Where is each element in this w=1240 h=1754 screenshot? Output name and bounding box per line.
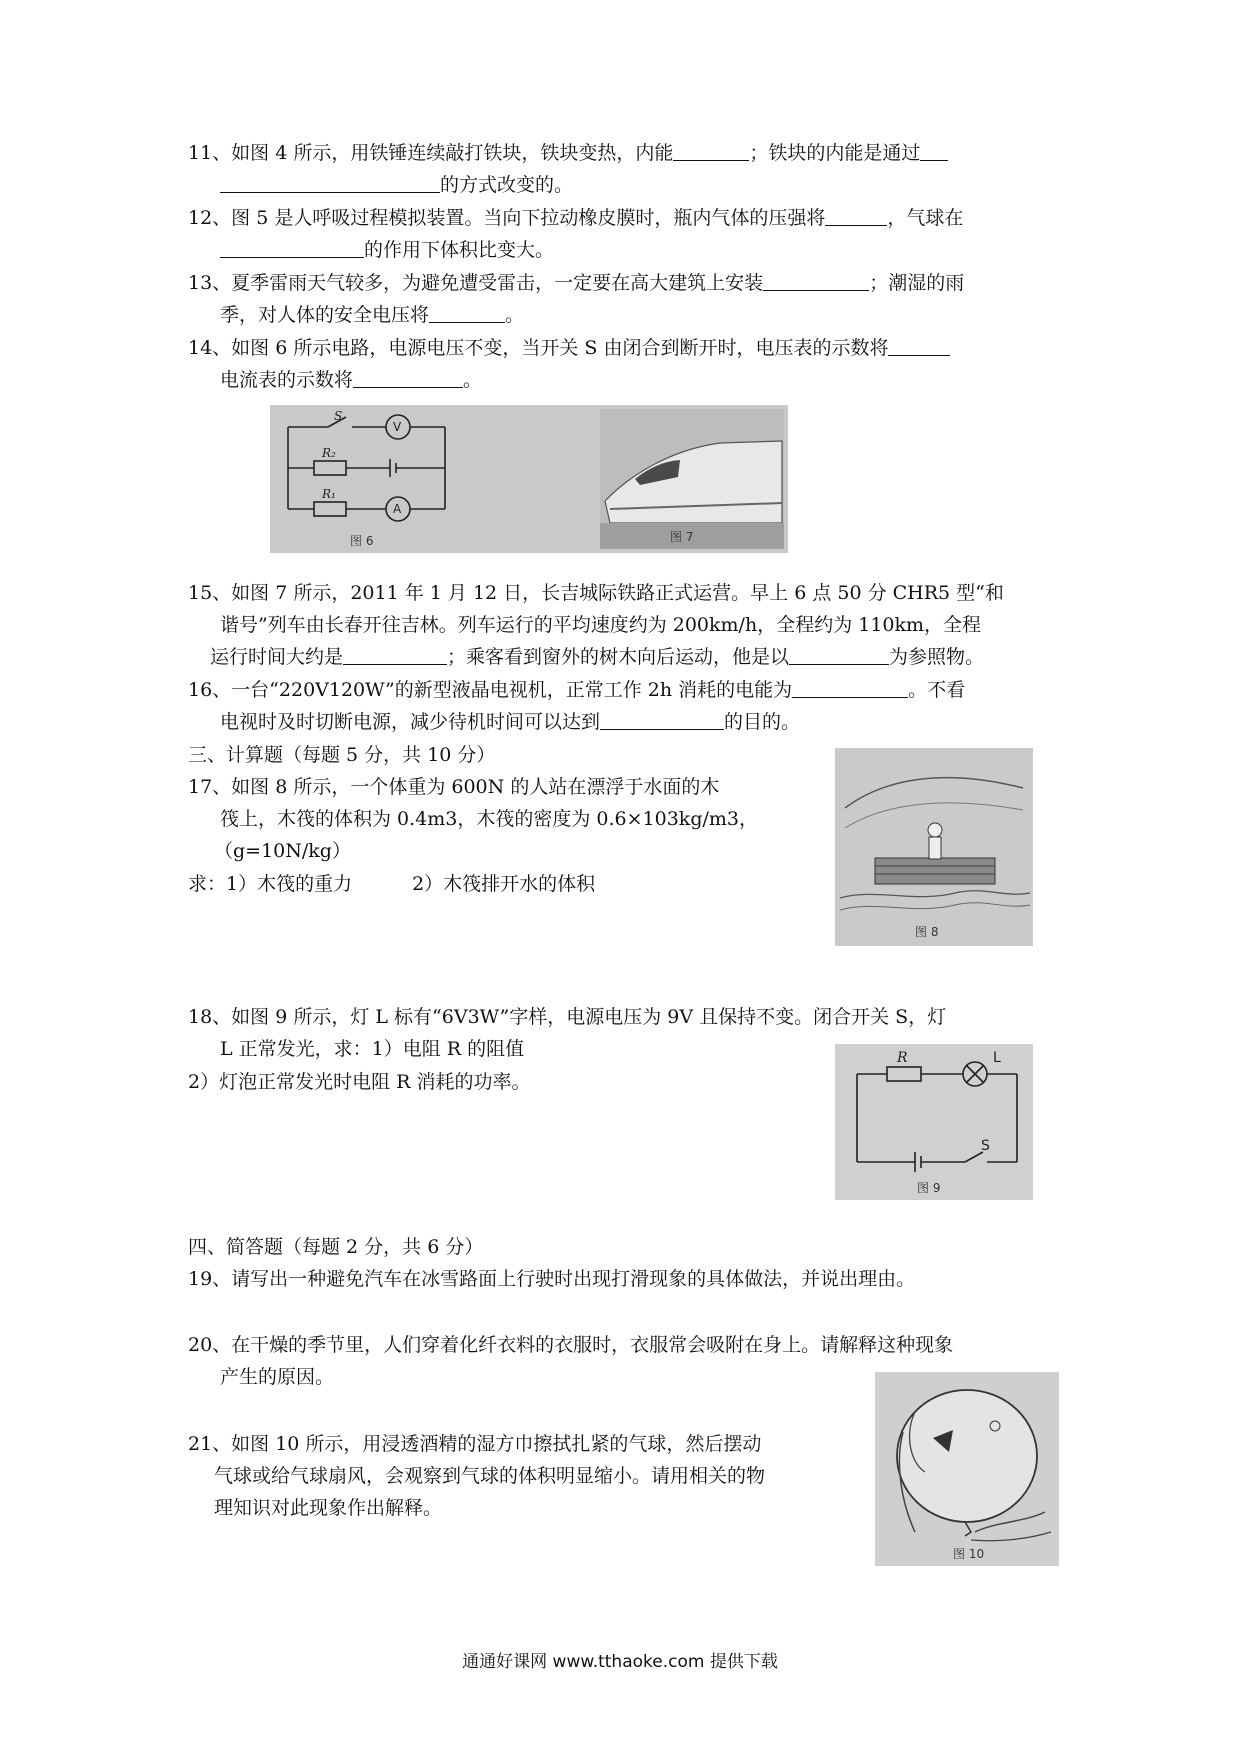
q12-text-c: 的作用下体积比变大。	[364, 239, 555, 261]
switch-s-label: S	[981, 1138, 990, 1154]
q13-line2	[220, 302, 524, 328]
q17-text-3: （g=10N/kg）	[214, 840, 351, 862]
figure-10	[875, 1372, 1059, 1566]
resistor-r-label: R	[897, 1050, 908, 1066]
figure-8-caption: 图 8	[915, 925, 939, 939]
q11-blank-2b[interactable]	[220, 174, 440, 193]
q16-text-1a: 16、一台“220V120W”的新型液晶电视机，正常工作 2h 消耗的电能为	[188, 679, 793, 701]
q14-text-a: 14、如图 6 所示电路，电源电压不变，当开关 S 由闭合到断开时，电压表的示数将	[188, 337, 889, 359]
q21-line2	[214, 1463, 765, 1489]
q17-line1	[188, 774, 719, 800]
q13-text-a: 13、夏季雷雨天气较多，为避免遭受雷击，一定要在高大建筑上安装	[188, 272, 764, 294]
q11-text-c: 的方式改变的。	[440, 174, 574, 196]
voltmeter-label: V	[393, 420, 402, 434]
q15-line1	[188, 580, 1004, 606]
resistor-r1-label: R₁	[322, 487, 336, 501]
q11-blank-1[interactable]	[673, 142, 749, 161]
balloon-illustration	[875, 1372, 1059, 1566]
q15-text-2: 谐号”列车由长春开往吉林。列车运行的平均速度约为 200km/h，全程约为 110km，全程	[220, 614, 982, 636]
raft-illustration	[835, 748, 1033, 946]
q11-text-b: ；铁块的内能是通过	[749, 142, 921, 164]
q17-line2	[220, 806, 758, 832]
q21-text-2: 气球或给气球扇风，会观察到气球的体积明显缩小。请用相关的物	[214, 1465, 766, 1487]
q18-line2	[220, 1036, 524, 1062]
q15-text-1: 15、如图 7 所示，2011 年 1 月 12 日，长吉城际铁路正式运营。早上 6 点 50 分 CHR5 型“和	[188, 582, 1004, 604]
resistor-r2-label: R₂	[322, 446, 336, 460]
q12-text-a: 12、图 5 是人呼吸过程模拟装置。当向下拉动橡皮膜时，瓶内气体的压强将	[188, 207, 826, 229]
q13-blank-1[interactable]	[763, 272, 869, 291]
q17-text-1: 17、如图 8 所示，一个体重为 600N 的人站在漂浮于水面的木	[188, 776, 720, 798]
q21-line3	[214, 1495, 442, 1521]
circuit-diagram-fig9	[835, 1044, 1033, 1200]
q12-line2	[220, 237, 554, 263]
q18-text-2: L 正常发光，求：1）电阻 R 的阻值	[220, 1038, 525, 1060]
q17-line4	[188, 871, 595, 897]
q13-blank-2[interactable]	[429, 304, 505, 323]
q17-line3	[214, 838, 351, 864]
q12-blank-1[interactable]	[825, 207, 887, 226]
q13-text-c: 季，对人体的安全电压将	[220, 304, 430, 326]
q15-text-3c: 为参照物。	[889, 646, 985, 668]
q14-line1	[188, 335, 950, 361]
q12-text-b: ，气球在	[887, 207, 964, 229]
q13-text-b: ；潮湿的雨	[869, 272, 965, 294]
q15-text-3a: 运行时间大约是	[210, 646, 344, 668]
q15-blank-2[interactable]	[789, 646, 889, 665]
figure-6-caption: 图 6	[350, 534, 374, 548]
q15-line3	[210, 644, 984, 670]
q15-blank-1[interactable]	[343, 646, 447, 665]
page-footer: 通通好课网 www.tthaoke.com 提供下载	[462, 1652, 778, 1672]
q17-text-4a: 求：1）木筏的重力	[188, 873, 353, 895]
q14-text-c: 。	[463, 369, 483, 391]
lamp-l-label: L	[993, 1050, 1001, 1066]
switch-s-label: S	[334, 409, 343, 423]
q20-text-2: 产生的原因。	[220, 1366, 335, 1388]
figure-6-7	[270, 405, 788, 553]
q12-line1	[188, 205, 963, 231]
q14-text-b: 电流表的示数将	[220, 369, 354, 391]
q16-blank-1[interactable]	[792, 679, 908, 698]
q18-line3	[188, 1069, 530, 1095]
q17-text-2: 筏上，木筏的体积为 0.4m3，木筏的密度为 0.6×103kg/m3，	[220, 808, 758, 830]
q16-line1	[188, 677, 965, 703]
q19-line1: 19、请写出一种避免汽车在冰雪路面上行驶时出现打滑现象的具体做法，并说出理由。	[188, 1268, 916, 1290]
q16-text-1b: 。不看	[908, 679, 966, 701]
q21-line1	[188, 1431, 761, 1457]
q21-text-1: 21、如图 10 所示，用浸透酒精的湿方巾擦拭扎紧的气球，然后摆动	[188, 1433, 762, 1455]
q13-line1	[188, 270, 964, 296]
figure-8	[835, 748, 1033, 946]
section-3-heading: 三、计算题（每题 5 分，共 10 分）	[188, 744, 496, 766]
circuit-diagram-fig6	[270, 405, 788, 553]
q18-line1	[188, 1004, 946, 1030]
ammeter-label: A	[393, 502, 402, 516]
q16-text-2a: 电视时及时切断电源，减少待机时间可以达到	[220, 711, 601, 733]
q15-text-3b: ；乘客看到窗外的树木向后运动，他是以	[447, 646, 790, 668]
q14-line2	[220, 367, 482, 393]
q18-text-1: 18、如图 9 所示，灯 L 标有“6V3W”字样，电源电压为 9V 且保持不变。闭合开关 S，灯	[188, 1006, 947, 1028]
figure-9-caption: 图 9	[917, 1181, 941, 1195]
q21-text-3: 理知识对此现象作出解释。	[214, 1497, 443, 1519]
q20-text-1: 20、在干燥的季节里，人们穿着化纤衣料的衣服时，衣服常会吸附在身上。请解释这种现象	[188, 1334, 954, 1356]
section-4-heading: 四、简答题（每题 2 分，共 6 分）	[188, 1236, 484, 1258]
q18-text-3: 2）灯泡正常发光时电阻 R 消耗的功率。	[188, 1071, 531, 1093]
figure-7-caption: 图 7	[670, 530, 694, 544]
figure-9	[835, 1044, 1033, 1200]
q17-text-4b: 2）木筏排开水的体积	[412, 873, 596, 895]
q11-line2	[220, 172, 573, 198]
q12-blank-2[interactable]	[220, 239, 364, 258]
q20-line2	[220, 1364, 334, 1390]
q15-line2	[220, 612, 981, 638]
figure-10-caption: 图 10	[953, 1547, 985, 1561]
q11-text-a: 11、如图 4 所示，用铁锤连续敲打铁块，铁块变热，内能	[188, 142, 674, 164]
q16-text-2b: 的目的。	[724, 711, 801, 733]
q14-blank-1[interactable]	[888, 337, 950, 356]
q14-blank-2[interactable]	[353, 369, 463, 388]
train-photo-fig7	[600, 409, 784, 549]
q11-blank-2a[interactable]	[920, 142, 948, 161]
q20-line1	[188, 1332, 953, 1358]
q16-blank-2[interactable]	[600, 711, 724, 730]
q16-line2	[220, 709, 800, 735]
q11-line1	[188, 140, 948, 166]
q13-text-d: 。	[505, 304, 525, 326]
